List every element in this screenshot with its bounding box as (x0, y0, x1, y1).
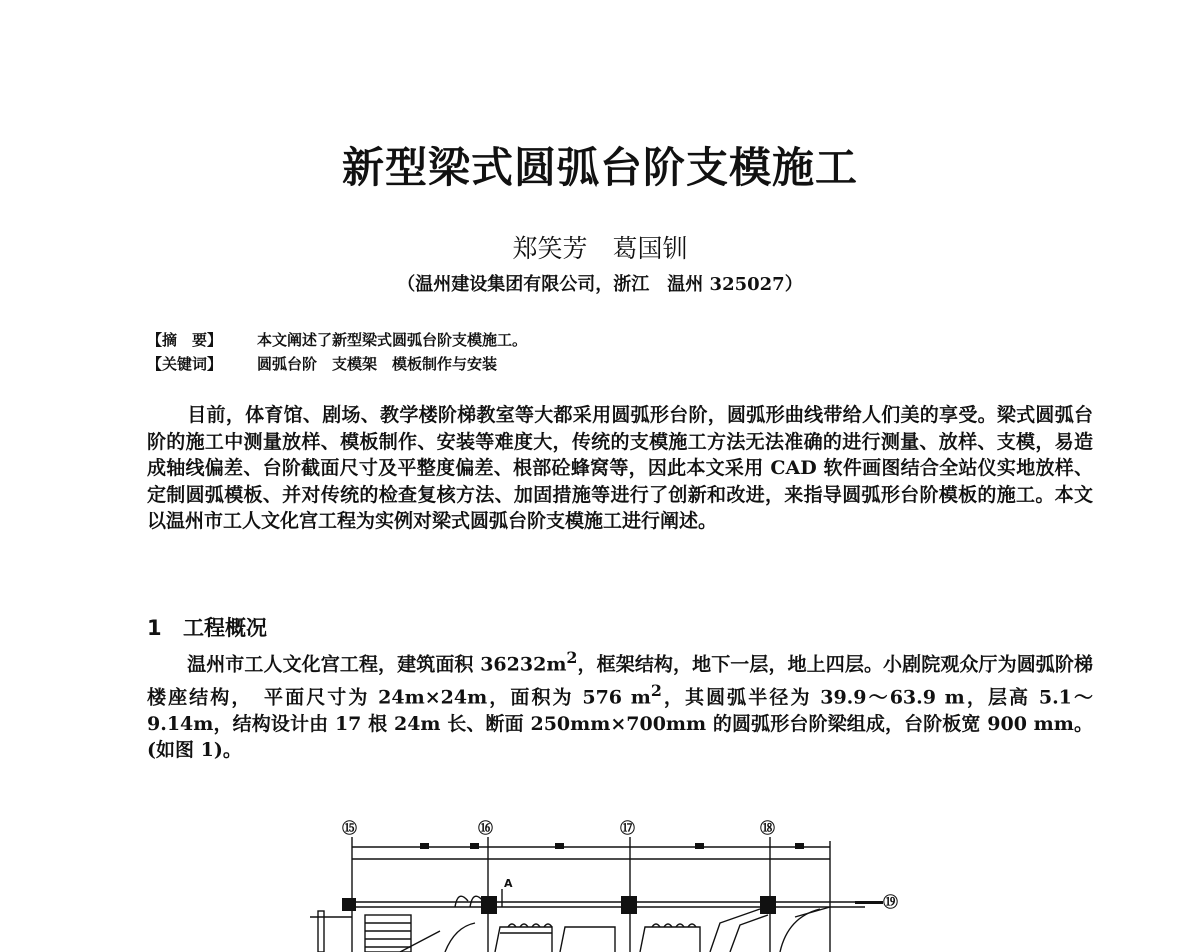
section1-text-c: ，其圆弧半径为 39.9～63.9 m，层高 5.1～9.14m，结构设计由 17 根 24m 长、断面 250mm×700mm 的圆弧形台阶梁组成，台阶板宽 900 mm。 (如图 1)。 (147, 686, 1093, 762)
intro-text: 目前，体育馆、剧场、教学楼阶梯教室等大都采用圆弧形台阶，圆弧形曲线带给人们美的享受。梁式圆弧台阶的施工中测量放样、模板制作、安装等难度大，传统的支模施工方法无法准确的进行测量、放样、支模，易造成轴线偏差、台阶截面尺寸及平整度偏差、根部砼蜂窝等，因此本文采用 CAD 软件画图结合全站仪实地放样、定制圆弧模板、并对传统的检查复核方法、加固措施等进行了创新和改进，来指导圆弧形台阶模板的施工。本文以温州市工人文化宫工程为实例对梁式圆弧台阶支模施工进行阐述。 (147, 404, 1093, 532)
intro-paragraph (147, 402, 1093, 535)
superscript-2a: 2 (566, 648, 578, 667)
section-heading (147, 614, 267, 642)
keywords-text: 圆弧台阶 支模架 模板制作与安装 (257, 355, 498, 373)
axis-label-19: ⑲ (883, 893, 899, 911)
section1-text-b: ，框架结构，地下一层，地上四层。小剧院观众厅为圆弧阶梯楼座结构， 平面尺寸为 24m×24m，面积为 576 m (147, 653, 1093, 709)
axis-label-17: ⑰ (620, 819, 636, 837)
superscript-2b: 2 (650, 680, 662, 700)
axis-label-15: ⑮ (342, 819, 358, 837)
axis-label-16: ⑯ (478, 819, 494, 837)
paper-title: 新型梁式圆弧台阶支模施工 (341, 143, 858, 192)
section-number: 1 (147, 616, 162, 640)
affiliation: （温州建设集团有限公司，浙江 温州 325027） (397, 274, 803, 295)
keywords-row (147, 354, 497, 374)
authors: 郑笑芳 葛国钏 (512, 234, 688, 263)
abstract-text: 本文阐述了新型梁式圆弧台阶支模施工。 (257, 331, 528, 349)
figure-1-floor-plan (290, 805, 930, 952)
section1-text-a: 温州市工人文化宫工程，建筑面积 36232m (187, 653, 567, 676)
section-title: 工程概况 (183, 616, 267, 640)
section-mark-a: A (504, 877, 513, 890)
abstract-row (147, 330, 527, 350)
abstract-label: 【摘 要】 (147, 331, 223, 349)
section1-paragraph (147, 645, 1093, 764)
keywords-label: 【关键词】 (147, 355, 223, 373)
axis-label-18: ⑱ (760, 819, 776, 837)
